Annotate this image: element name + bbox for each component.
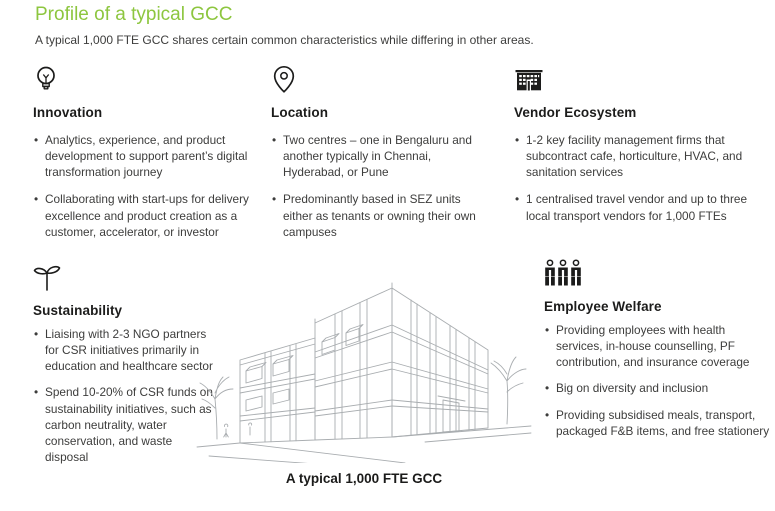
section-title-sustainability: Sustainability xyxy=(33,303,123,318)
bullet-item: • Two centres – one in Bengaluru and another typically in Chennai, Hyderabad, or Pune xyxy=(271,132,477,180)
page-header xyxy=(35,4,735,47)
section-vendor-ecosystem xyxy=(514,64,756,235)
location-bullet-list xyxy=(271,132,477,240)
map-pin-icon xyxy=(269,64,477,96)
office-building-icon xyxy=(512,64,756,96)
section-title-vendor-ecosystem: Vendor Ecosystem xyxy=(514,105,637,120)
page-subtitle: A typical 1,000 FTE GCC shares certain common characteristics while differing in other areas. xyxy=(35,32,534,47)
bullet-item: • Liaising with 2-3 NGO partners for CSR initiatives primarily in education and healthcare sector xyxy=(33,326,213,374)
section-title-innovation: Innovation xyxy=(33,105,103,120)
illustration-caption: A typical 1,000 FTE GCC xyxy=(285,471,443,486)
bullet-item: • Big on diversity and inclusion xyxy=(544,380,772,396)
section-location xyxy=(271,64,477,251)
people-group-icon xyxy=(542,258,772,290)
bullet-item: • Providing subsidised meals, transport, packaged F&B items, and free stationery xyxy=(544,407,772,439)
vendor-bullet-list xyxy=(514,132,756,224)
section-sustainability xyxy=(33,262,213,475)
section-title-employee-welfare: Employee Welfare xyxy=(544,299,662,314)
bullet-item: • 1 centralised travel vendor and up to three local transport vendors for 1,000 FTEs xyxy=(514,191,756,223)
section-title-location: Location xyxy=(271,105,329,120)
section-innovation xyxy=(33,64,261,251)
page-title: Profile of a typical GCC xyxy=(35,4,233,25)
sprout-icon xyxy=(31,262,213,294)
illustration-block xyxy=(195,280,533,486)
bullet-item: • Spend 10-20% of CSR funds on sustainability initiatives, such as carbon neutrality, water conservation, and waste disposal xyxy=(33,384,213,465)
innovation-bullet-list xyxy=(33,132,261,240)
bullet-item: • Collaborating with start-ups for delivery excellence and product creation as a customer, accelerator, or investor xyxy=(33,191,261,239)
welfare-bullet-list xyxy=(544,322,772,439)
bullet-item: • Providing employees with health services, in-house counselling, PF contribution, and insurance coverage xyxy=(544,322,772,370)
bullet-item: • Predominantly based in SEZ units either as tenants or owning their own campuses xyxy=(271,191,477,239)
office-building-sketch xyxy=(195,280,533,463)
bullet-item: • 1-2 key facility management firms that subcontract cafe, horticulture, HVAC, and sanitation services xyxy=(514,132,756,180)
sustainability-bullet-list xyxy=(33,326,213,465)
bullet-item: • Analytics, experience, and product development to support parent’s digital transformation journey xyxy=(33,132,261,180)
section-employee-welfare xyxy=(544,258,772,449)
lightbulb-icon xyxy=(31,64,261,96)
